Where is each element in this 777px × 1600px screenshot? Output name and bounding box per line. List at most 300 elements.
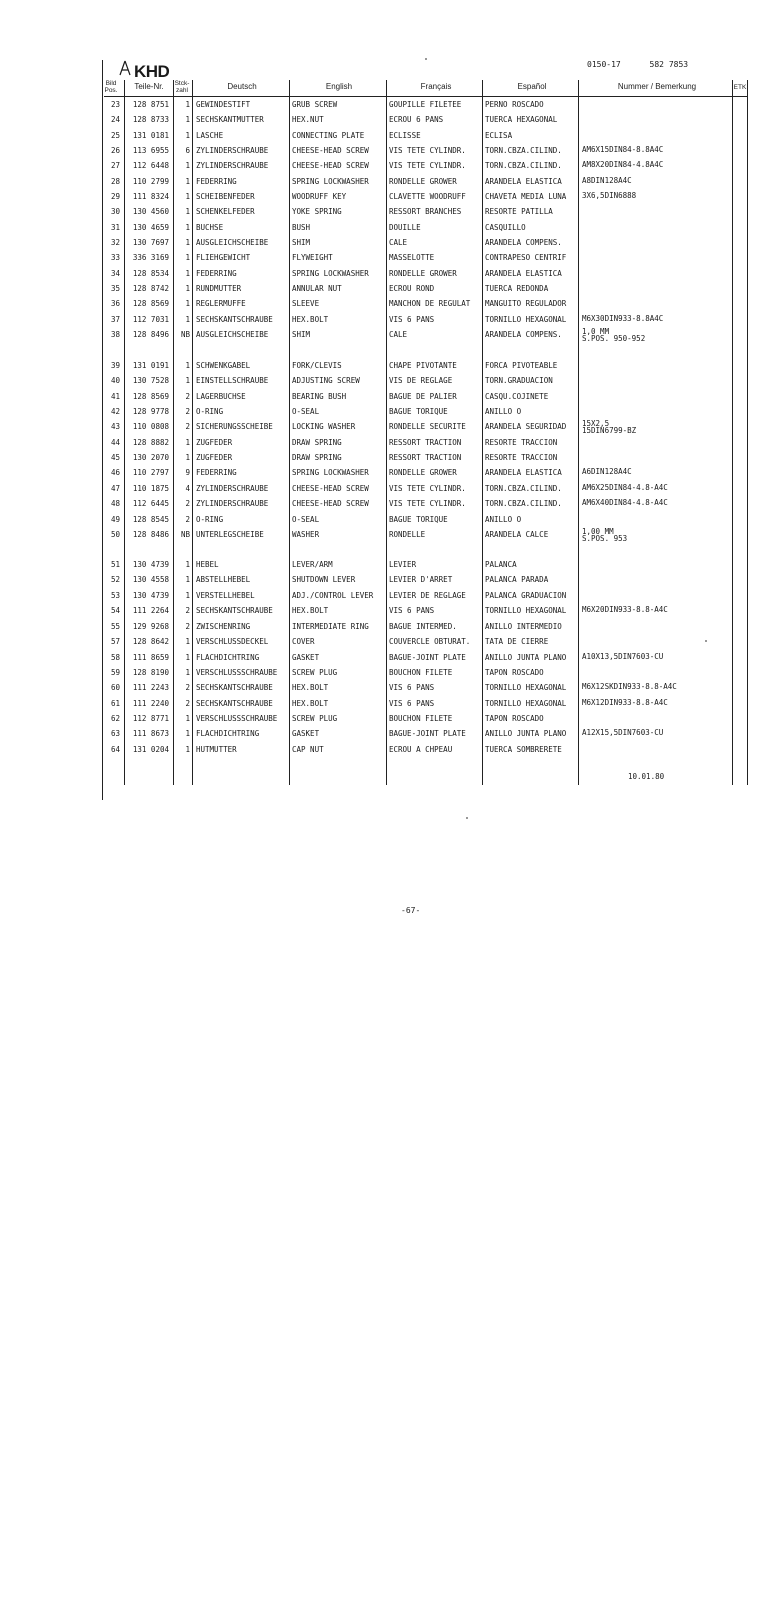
row-german: HUTMUTTER <box>196 745 237 754</box>
row-english: FLYWEIGHT <box>292 253 333 262</box>
row-french: RESSORT TRACTION <box>389 438 462 447</box>
row-part-number: 128 8751 <box>132 100 169 109</box>
row-french: VIS DE REGLAGE <box>389 376 453 385</box>
row-spanish: CASQUILLO <box>485 223 526 232</box>
row-quantity: 2 <box>185 683 190 692</box>
footer-date: 10.01.80 <box>628 772 665 781</box>
row-spanish: ARANDELA ELASTICA <box>485 468 562 477</box>
row-quantity: 1 <box>185 238 190 247</box>
row-french: VIS 6 PANS <box>389 315 435 324</box>
row-english: ANNULAR NUT <box>292 284 342 293</box>
row-pos: 42 <box>110 407 120 416</box>
row-quantity: 1 <box>185 161 190 170</box>
row-remark: M6X30DIN933-8.8A4C <box>582 314 664 323</box>
row-pos: 48 <box>110 499 120 508</box>
table-left-border <box>102 60 103 800</box>
row-french: CALE <box>389 238 408 247</box>
row-part-number: 128 8569 <box>132 299 169 308</box>
row-spanish: ANILLO O <box>485 407 522 416</box>
row-french: RONDELLE GROWER <box>389 269 457 278</box>
row-english: SCREW PLUG <box>292 668 338 677</box>
row-german: ZYLINDERSCHRAUBE <box>196 161 269 170</box>
row-french: LEVIER DE REGLAGE <box>389 591 466 600</box>
logo-text: KHD <box>134 62 170 81</box>
row-part-number: 111 8673 <box>132 729 169 738</box>
row-german: VERSTELLHEBEL <box>196 591 255 600</box>
row-part-number: 110 2799 <box>132 177 169 186</box>
row-quantity: 1 <box>185 438 190 447</box>
row-pos: 37 <box>110 315 120 324</box>
col-header-qty: Stck-zahl <box>174 80 190 94</box>
row-pos: 61 <box>110 699 120 708</box>
row-part-number: 112 7031 <box>132 315 169 324</box>
row-part-number: 111 2243 <box>132 683 169 692</box>
row-english: HEX.BOLT <box>292 699 329 708</box>
row-french: BOUCHON FILETE <box>389 714 453 723</box>
row-spanish: PERNO ROSCADO <box>485 100 544 109</box>
row-german: ZWISCHENRING <box>196 622 251 631</box>
row-english: YOKE SPRING <box>292 207 342 216</box>
row-german: VERSCHLUSSSCHRAUBE <box>196 668 278 677</box>
row-part-number: 128 8742 <box>132 284 169 293</box>
row-pos: 27 <box>110 161 120 170</box>
col-divider <box>289 80 290 785</box>
row-spanish: TORN.CBZA.CILIND. <box>485 146 562 155</box>
row-spanish: TUERCA HEXAGONAL <box>485 115 558 124</box>
row-spanish: PALANCA PARADA <box>485 575 549 584</box>
row-german: SECHSKANTMUTTER <box>196 115 264 124</box>
row-french: ECROU ROND <box>389 284 435 293</box>
col-header-pos: Bild Pos. <box>104 80 118 94</box>
row-german: ZUGFEDER <box>196 453 233 462</box>
col-header-fr: Français <box>420 82 452 91</box>
row-pos: 43 <box>110 422 120 431</box>
col-header-en: English <box>325 82 353 91</box>
row-quantity: 1 <box>185 729 190 738</box>
row-english: CHEESE-HEAD SCREW <box>292 161 369 170</box>
row-pos: 35 <box>110 284 120 293</box>
row-german: REGLERMUFFE <box>196 299 246 308</box>
row-french: RONDELLE GROWER <box>389 177 457 186</box>
row-quantity: 1 <box>185 223 190 232</box>
row-french: MANCHON DE REGULAT <box>389 299 471 308</box>
row-pos: 39 <box>110 361 120 370</box>
col-header-es: Español <box>517 82 547 91</box>
row-quantity: 1 <box>185 560 190 569</box>
row-french: BOUCHON FILETE <box>389 668 453 677</box>
row-german: VERSCHLUSSDECKEL <box>196 637 269 646</box>
row-part-number: 128 8496 <box>132 330 169 339</box>
row-part-number: 113 6955 <box>132 146 169 155</box>
doc-number: 582 7853 <box>649 60 689 69</box>
row-english: CONNECTING PLATE <box>292 131 365 140</box>
scan-speck <box>425 58 427 60</box>
row-pos: 23 <box>110 100 120 109</box>
row-quantity: 2 <box>185 499 190 508</box>
row-french: CALE <box>389 330 408 339</box>
row-part-number: 128 8534 <box>132 269 169 278</box>
row-part-number: 130 4739 <box>132 560 169 569</box>
row-spanish: PALANCA GRADUACION <box>485 591 567 600</box>
row-german: EINSTELLSCHRAUBE <box>196 376 269 385</box>
row-pos: 46 <box>110 468 120 477</box>
row-german: FLIEHGEWICHT <box>196 253 251 262</box>
col-divider <box>578 80 579 785</box>
row-pos: 40 <box>110 376 120 385</box>
row-quantity: 1 <box>185 131 190 140</box>
row-spanish: ECLISA <box>485 131 513 140</box>
row-pos: 30 <box>110 207 120 216</box>
row-spanish: TATA DE CIERRE <box>485 637 549 646</box>
row-part-number: 111 2240 <box>132 699 169 708</box>
row-quantity: 1 <box>185 253 190 262</box>
row-pos: 31 <box>110 223 120 232</box>
table-right-border <box>747 80 748 785</box>
row-pos: 32 <box>110 238 120 247</box>
row-french: LEVIER <box>389 560 417 569</box>
row-spanish: TORN.CBZA.CILIND. <box>485 161 562 170</box>
row-english: DRAW SPRING <box>292 453 342 462</box>
remark-line: S.POS. 950-952 <box>582 334 646 343</box>
row-spanish: TUERCA REDONDA <box>485 284 549 293</box>
row-part-number: 112 8771 <box>132 714 169 723</box>
row-part-number: 130 2070 <box>132 453 169 462</box>
row-part-number: 112 6448 <box>132 161 169 170</box>
row-french: VIS TETE CYLINDR. <box>389 161 466 170</box>
row-remark: M6X12SKDIN933-8.8-A4C <box>582 682 677 691</box>
row-german: O-RING <box>196 515 224 524</box>
row-pos: 55 <box>110 622 120 631</box>
row-pos: 29 <box>110 192 120 201</box>
row-german: LASCHE <box>196 131 224 140</box>
row-part-number: 130 7528 <box>132 376 169 385</box>
row-german: UNTERLEGSCHEIBE <box>196 530 264 539</box>
row-quantity: 1 <box>185 177 190 186</box>
row-remark: M6X20DIN933-8.8-A4C <box>582 605 668 614</box>
row-english: HEX.NUT <box>292 115 324 124</box>
row-german: SECHSKANTSCHRAUBE <box>196 683 273 692</box>
row-english: CHEESE-HEAD SCREW <box>292 146 369 155</box>
row-english: FORK/CLEVIS <box>292 361 342 370</box>
row-spanish: ANILLO O <box>485 515 522 524</box>
col-header-de: Deutsch <box>227 82 257 91</box>
row-quantity: 2 <box>185 606 190 615</box>
row-german: SCHWENKGABEL <box>196 361 251 370</box>
row-spanish: TORNILLO HEXAGONAL <box>485 606 567 615</box>
row-spanish: RESORTE PATILLA <box>485 207 553 216</box>
row-remark: AM6X40DIN84-4.8-A4C <box>582 498 668 507</box>
row-spanish: ARANDELA ELASTICA <box>485 177 562 186</box>
row-french: VIS TETE CYLINDR. <box>389 499 466 508</box>
row-quantity: 1 <box>185 714 190 723</box>
row-english: WASHER <box>292 530 320 539</box>
row-english: HEX.BOLT <box>292 315 329 324</box>
row-pos: 49 <box>110 515 120 524</box>
row-spanish: ANILLO INTERMEDIO <box>485 622 562 631</box>
row-english: CHEESE-HEAD SCREW <box>292 499 369 508</box>
row-spanish: RESORTE TRACCION <box>485 438 558 447</box>
row-pos: 64 <box>110 745 120 754</box>
remark-line: 1,0 MM <box>582 327 610 336</box>
row-english: SHIM <box>292 238 311 247</box>
row-remark: AM6X15DIN84-8.8A4C <box>582 145 664 154</box>
row-english: CHEESE-HEAD SCREW <box>292 484 369 493</box>
row-english: SPRING LOCKWASHER <box>292 468 369 477</box>
row-pos: 47 <box>110 484 120 493</box>
row-remark: A12X15,5DIN7603-CU <box>582 728 664 737</box>
row-quantity: 1 <box>185 637 190 646</box>
row-spanish: TORNILLO HEXAGONAL <box>485 683 567 692</box>
row-remark: A8DIN128A4C <box>582 176 632 185</box>
row-part-number: 112 6445 <box>132 499 169 508</box>
row-french: BAGUE-JOINT PLATE <box>389 729 466 738</box>
row-quantity: 2 <box>185 699 190 708</box>
row-english: COVER <box>292 637 315 646</box>
row-pos: 38 <box>110 330 120 339</box>
row-quantity: NB <box>180 530 190 539</box>
row-spanish: TORN.CBZA.CILIND. <box>485 499 562 508</box>
col-divider <box>482 80 483 785</box>
row-english: DRAW SPRING <box>292 438 342 447</box>
row-part-number: 130 4560 <box>132 207 169 216</box>
row-german: FEDERRING <box>196 269 237 278</box>
row-part-number: 128 8733 <box>132 115 169 124</box>
remark-line: S.POS. 953 <box>582 534 628 543</box>
row-part-number: 128 8882 <box>132 438 169 447</box>
row-english: SPRING LOCKWASHER <box>292 177 369 186</box>
row-spanish: CONTRAPESO CENTRIF <box>485 253 567 262</box>
row-part-number: 128 9778 <box>132 407 169 416</box>
row-french: VIS TETE CYLINDR. <box>389 484 466 493</box>
row-french: RESSORT BRANCHES <box>389 207 462 216</box>
row-spanish: ARANDELA COMPENS. <box>485 238 562 247</box>
row-spanish: TUERCA SOMBRERETE <box>485 745 562 754</box>
row-quantity: 6 <box>185 146 190 155</box>
row-part-number: 129 9268 <box>132 622 169 631</box>
row-pos: 54 <box>110 606 120 615</box>
document-number <box>587 60 688 69</box>
row-spanish: TORN.GRADUACION <box>485 376 553 385</box>
row-quantity: 2 <box>185 515 190 524</box>
row-english: HEX.BOLT <box>292 683 329 692</box>
row-spanish: ARANDELA ELASTICA <box>485 269 562 278</box>
row-spanish: TORN.CBZA.CILIND. <box>485 484 562 493</box>
row-french: DOUILLE <box>389 223 421 232</box>
row-french: LEVIER D'ARRET <box>389 575 453 584</box>
row-quantity: 1 <box>185 591 190 600</box>
row-spanish: TORNILLO HEXAGONAL <box>485 315 567 324</box>
row-quantity: 1 <box>185 207 190 216</box>
row-part-number: 111 2264 <box>132 606 169 615</box>
row-french: BAGUE-JOINT PLATE <box>389 653 466 662</box>
row-german: SECHSKANTSCHRAUBE <box>196 606 273 615</box>
row-pos: 59 <box>110 668 120 677</box>
row-spanish: TAPON ROSCADO <box>485 668 544 677</box>
row-spanish: ANILLO JUNTA PLANO <box>485 653 567 662</box>
row-german: FEDERRING <box>196 468 237 477</box>
col-header-etk: ETK <box>733 84 747 91</box>
row-quantity: 1 <box>185 269 190 278</box>
row-part-number: 128 8486 <box>132 530 169 539</box>
row-french: VIS 6 PANS <box>389 699 435 708</box>
row-part-number: 111 8659 <box>132 653 169 662</box>
row-german: SCHENKELFEDER <box>196 207 255 216</box>
row-quantity: 2 <box>185 407 190 416</box>
row-quantity: 1 <box>185 453 190 462</box>
row-german: FEDERRING <box>196 177 237 186</box>
row-english: WOODRUFF KEY <box>292 192 347 201</box>
row-pos: 34 <box>110 269 120 278</box>
row-quantity: 1 <box>185 745 190 754</box>
remark-line: 15X2,5 <box>582 419 610 428</box>
row-french: ECROU A CHPEAU <box>389 745 453 754</box>
row-french: BAGUE TORIQUE <box>389 407 448 416</box>
row-german: SICHERUNGSSCHEIBE <box>196 422 273 431</box>
row-german: ZYLINDERSCHRAUBE <box>196 146 269 155</box>
row-german: ABSTELLHEBEL <box>196 575 251 584</box>
row-remark <box>582 528 627 542</box>
row-french: ECLISSE <box>389 131 421 140</box>
row-german: GEWINDESTIFT <box>196 100 251 109</box>
row-french: BAGUE DE PALIER <box>389 392 457 401</box>
row-quantity: 1 <box>185 115 190 124</box>
row-part-number: 336 3169 <box>132 253 169 262</box>
row-remark: AM8X20DIN84-4.8A4C <box>582 160 664 169</box>
row-french: MASSELOTTE <box>389 253 435 262</box>
row-part-number: 130 4739 <box>132 591 169 600</box>
row-quantity: 4 <box>185 484 190 493</box>
row-remark <box>582 420 636 434</box>
row-french: RONDELLE <box>389 530 426 539</box>
col-divider <box>732 80 733 785</box>
row-english: GASKET <box>292 653 320 662</box>
remark-line: 15DIN6799-BZ <box>582 426 637 435</box>
row-spanish: CASQU.COJINETE <box>485 392 549 401</box>
row-remark: M6X12DIN933-8.8-A4C <box>582 698 668 707</box>
col-divider <box>124 80 125 785</box>
row-pos: 53 <box>110 591 120 600</box>
row-english: SHIM <box>292 330 311 339</box>
row-pos: 50 <box>110 530 120 539</box>
row-german: SCHEIBENFEDER <box>196 192 255 201</box>
row-french: GOUPILLE FILETEE <box>389 100 462 109</box>
row-german: AUSGLEICHSCHEIBE <box>196 330 269 339</box>
row-spanish: TAPON ROSCADO <box>485 714 544 723</box>
row-english: BEARING BUSH <box>292 392 347 401</box>
row-french: VIS TETE CYLINDR. <box>389 146 466 155</box>
row-quantity: 1 <box>185 575 190 584</box>
row-english: SLEEVE <box>292 299 320 308</box>
row-french: BAGUE TORIQUE <box>389 515 448 524</box>
row-english: SHUTDOWN LEVER <box>292 575 356 584</box>
row-german: O-RING <box>196 407 224 416</box>
row-remark: AM6X25DIN84-4.8-A4C <box>582 483 668 492</box>
row-quantity: 1 <box>185 299 190 308</box>
row-pos: 58 <box>110 653 120 662</box>
row-quantity: 1 <box>185 284 190 293</box>
row-pos: 24 <box>110 115 120 124</box>
row-spanish: ARANDELA CALCE <box>485 530 549 539</box>
row-english: O-SEAL <box>292 515 320 524</box>
row-german: SECHSKANTSCHRAUBE <box>196 699 273 708</box>
row-german: RUNDMUTTER <box>196 284 242 293</box>
row-english: HEX.BOLT <box>292 606 329 615</box>
row-part-number: 128 8190 <box>132 668 169 677</box>
row-french: RONDELLE SECURITE <box>389 422 466 431</box>
row-english: SPRING LOCKWASHER <box>292 269 369 278</box>
page-number: -67- <box>401 906 421 915</box>
row-pos: 60 <box>110 683 120 692</box>
row-french: ECROU 6 PANS <box>389 115 444 124</box>
row-quantity: 2 <box>185 422 190 431</box>
row-spanish: ANILLO JUNTA PLANO <box>485 729 567 738</box>
row-spanish: CHAVETA MEDIA LUNA <box>485 192 567 201</box>
row-part-number: 111 8324 <box>132 192 169 201</box>
row-french: BAGUE INTERMED. <box>389 622 457 631</box>
row-remark <box>582 328 645 342</box>
row-english: BUSH <box>292 223 311 232</box>
row-quantity: 1 <box>185 668 190 677</box>
row-english: O-SEAL <box>292 407 320 416</box>
row-french: VIS 6 PANS <box>389 606 435 615</box>
row-quantity: 1 <box>185 100 190 109</box>
row-part-number: 110 0808 <box>132 422 169 431</box>
row-part-number: 130 4659 <box>132 223 169 232</box>
col-divider <box>386 80 387 785</box>
row-part-number: 131 0204 <box>132 745 169 754</box>
row-german: VERSCHLUSSSCHRAUBE <box>196 714 278 723</box>
row-spanish: ARANDELA COMPENS. <box>485 330 562 339</box>
row-german: SECHSKANTSCHRAUBE <box>196 315 273 324</box>
row-part-number: 110 2797 <box>132 468 169 477</box>
row-pos: 28 <box>110 177 120 186</box>
row-french: VIS 6 PANS <box>389 683 435 692</box>
row-part-number: 128 8545 <box>132 515 169 524</box>
row-remark: A10X13,5DIN7603-CU <box>582 652 664 661</box>
scan-speck <box>705 640 707 642</box>
row-pos: 57 <box>110 637 120 646</box>
row-quantity: 1 <box>185 192 190 201</box>
row-quantity: 1 <box>185 315 190 324</box>
row-german: HEBEL <box>196 560 219 569</box>
row-french: RESSORT TRACTION <box>389 453 462 462</box>
row-spanish: RESORTE TRACCION <box>485 453 558 462</box>
row-english: SCREW PLUG <box>292 714 338 723</box>
row-german: BUCHSE <box>196 223 224 232</box>
row-part-number: 128 8642 <box>132 637 169 646</box>
row-english: ADJUSTING SCREW <box>292 376 360 385</box>
row-quantity: 2 <box>185 392 190 401</box>
row-part-number: 131 0191 <box>132 361 169 370</box>
row-german: LAGERBUCHSE <box>196 392 246 401</box>
row-english: LEVER/ARM <box>292 560 333 569</box>
doc-code: 0150-17 <box>587 60 621 69</box>
row-german: ZYLINDERSCHRAUBE <box>196 484 269 493</box>
row-english: GRUB SCREW <box>292 100 338 109</box>
row-spanish: TORNILLO HEXAGONAL <box>485 699 567 708</box>
row-part-number: 128 8569 <box>132 392 169 401</box>
khd-emblem-icon <box>117 60 133 76</box>
row-quantity: 1 <box>185 376 190 385</box>
row-pos: 41 <box>110 392 120 401</box>
header-rule <box>104 96 748 97</box>
row-pos: 45 <box>110 453 120 462</box>
row-spanish: FORCA PIVOTEABLE <box>485 361 558 370</box>
scan-speck <box>466 817 468 819</box>
row-quantity: 9 <box>185 468 190 477</box>
row-pos: 33 <box>110 253 120 262</box>
row-part-number: 110 1875 <box>132 484 169 493</box>
